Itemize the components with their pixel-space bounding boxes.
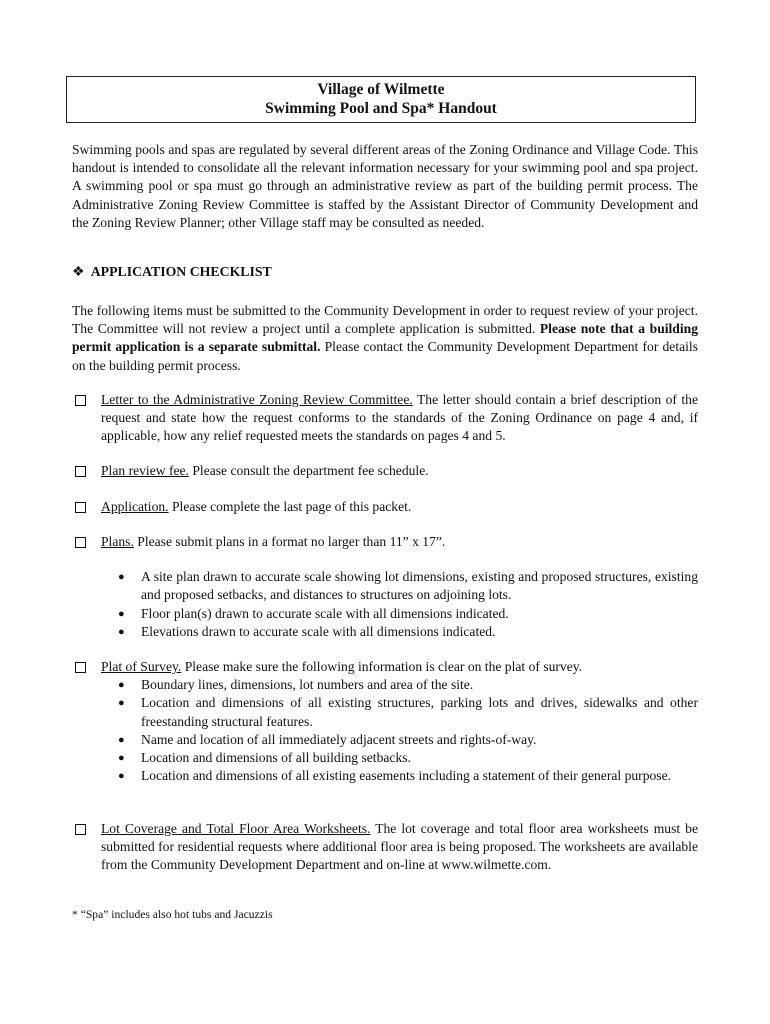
plans-bullet-list bbox=[72, 568, 698, 641]
item-text: Please consult the department fee schedule. bbox=[188, 463, 429, 478]
list-item-text: Floor plan(s) drawn to accurate scale with all dimensions indicated. bbox=[141, 605, 509, 621]
checkbox-icon[interactable] bbox=[75, 395, 86, 406]
checklist-heading bbox=[72, 264, 272, 280]
checkbox-icon[interactable] bbox=[75, 537, 86, 548]
item-text: Please complete the last page of this packet. bbox=[168, 499, 412, 514]
title-line-1: Village of Wilmette bbox=[317, 81, 445, 98]
item-text: Please make sure the following information is clear on the plat of survey. bbox=[181, 659, 583, 674]
item-title: Plat of Survey. bbox=[101, 659, 182, 674]
bullet-icon: ● bbox=[118, 697, 125, 710]
checklist-intro bbox=[72, 302, 698, 375]
title-box bbox=[66, 76, 696, 123]
bullet-icon: ● bbox=[118, 770, 125, 783]
checklist-intro-tail: Please contact the Community Development Department for details on the building permit process. bbox=[72, 339, 698, 373]
checklist-item-plat-of-survey bbox=[72, 658, 698, 785]
list-item-text: Boundary lines, dimensions, lot numbers and area of the site. bbox=[141, 677, 474, 693]
title-line-2: Swimming Pool and Spa* Handout bbox=[265, 100, 497, 117]
checklist-item-plans bbox=[72, 533, 698, 641]
item-title: Plans. bbox=[101, 534, 134, 549]
diamond-bullet-icon: ❖ bbox=[72, 264, 85, 279]
checkbox-icon[interactable] bbox=[75, 466, 86, 477]
item-text: Please submit plans in a format no larger than 11” x 17”. bbox=[133, 534, 446, 549]
list-item bbox=[72, 749, 698, 767]
checkbox-icon[interactable] bbox=[75, 662, 86, 673]
checklist-item-worksheets bbox=[72, 820, 698, 875]
item-text: The letter should contain a brief description of the request and state how the request conforms to the standards of the Zoning Ordinance on page 4 and, if applicable, how any relief requested meets the standards on pages 4 and 5. bbox=[101, 392, 698, 444]
list-item bbox=[72, 623, 698, 641]
bullet-icon: ● bbox=[118, 625, 125, 638]
checklist-item-letter bbox=[72, 391, 698, 446]
checklist-intro-bold: Please note that a building permit application is a separate submittal. bbox=[72, 321, 698, 355]
checklist-item-fee bbox=[72, 462, 698, 480]
item-title: Application. bbox=[101, 499, 169, 514]
list-item bbox=[72, 605, 698, 623]
list-item bbox=[72, 694, 698, 730]
item-title: Plan review fee. bbox=[101, 463, 189, 478]
list-item bbox=[72, 568, 698, 604]
list-item bbox=[72, 731, 698, 749]
list-item-text: Location and dimensions of all existing easements including a statement of their general purpose. bbox=[141, 768, 672, 784]
bullet-icon: ● bbox=[118, 733, 125, 746]
list-item-text: A site plan drawn to accurate scale showing lot dimensions, existing and proposed structures, existing and proposed setbacks, and distances to structures on adjoining lots. bbox=[141, 569, 698, 603]
checklist-heading-text: APPLICATION CHECKLIST bbox=[90, 264, 272, 279]
list-item bbox=[72, 767, 698, 785]
intro-paragraph: Swimming pools and spas are regulated by several different areas of the Zoning Ordinance and Village Code. This handout is intended to consolidate all the relevant information necessary for your swimming pool and spa project. A swimming pool or spa must go through an administrative review as part of the building permit process. The Administrative Zoning Review Committee is staffed by the Assistant Director of Community Development and the Zoning Review Planner; other Village staff may be consulted as needed. bbox=[72, 142, 698, 230]
list-item-text: Location and dimensions of all existing structures, parking lots and drives, sidewalks and other freestanding structural features. bbox=[141, 695, 698, 729]
item-title: Lot Coverage and Total Floor Area Worksheets. bbox=[101, 821, 371, 836]
checklist-item-application bbox=[72, 498, 698, 516]
list-item bbox=[72, 676, 698, 694]
bullet-icon: ● bbox=[118, 571, 125, 584]
list-item-text: Name and location of all immediately adjacent streets and rights-of-way. bbox=[141, 731, 537, 747]
checkbox-icon[interactable] bbox=[75, 502, 86, 513]
checkbox-icon[interactable] bbox=[75, 824, 86, 835]
checklist-intro-text: The following items must be submitted to the Community Development in order to request review of your project. The Committee will not review a project until a complete application is submitted. bbox=[72, 303, 698, 337]
item-title: Letter to the Administrative Zoning Review Committee. bbox=[101, 392, 413, 407]
bullet-icon: ● bbox=[118, 607, 125, 620]
item-text: The lot coverage and total floor area worksheets must be submitted for residential requests where additional floor area is being proposed. The worksheets are available from the Community Development Department and on-line at www.wilmette.com. bbox=[101, 821, 698, 873]
footnote: * “Spa” includes also hot tubs and Jacuzzis bbox=[72, 908, 273, 921]
list-item-text: Elevations drawn to accurate scale with all dimensions indicated. bbox=[141, 623, 496, 639]
survey-bullet-list bbox=[72, 676, 698, 785]
bullet-icon: ● bbox=[118, 752, 125, 765]
bullet-icon: ● bbox=[118, 679, 125, 692]
list-item-text: Location and dimensions of all building setbacks. bbox=[141, 750, 411, 766]
